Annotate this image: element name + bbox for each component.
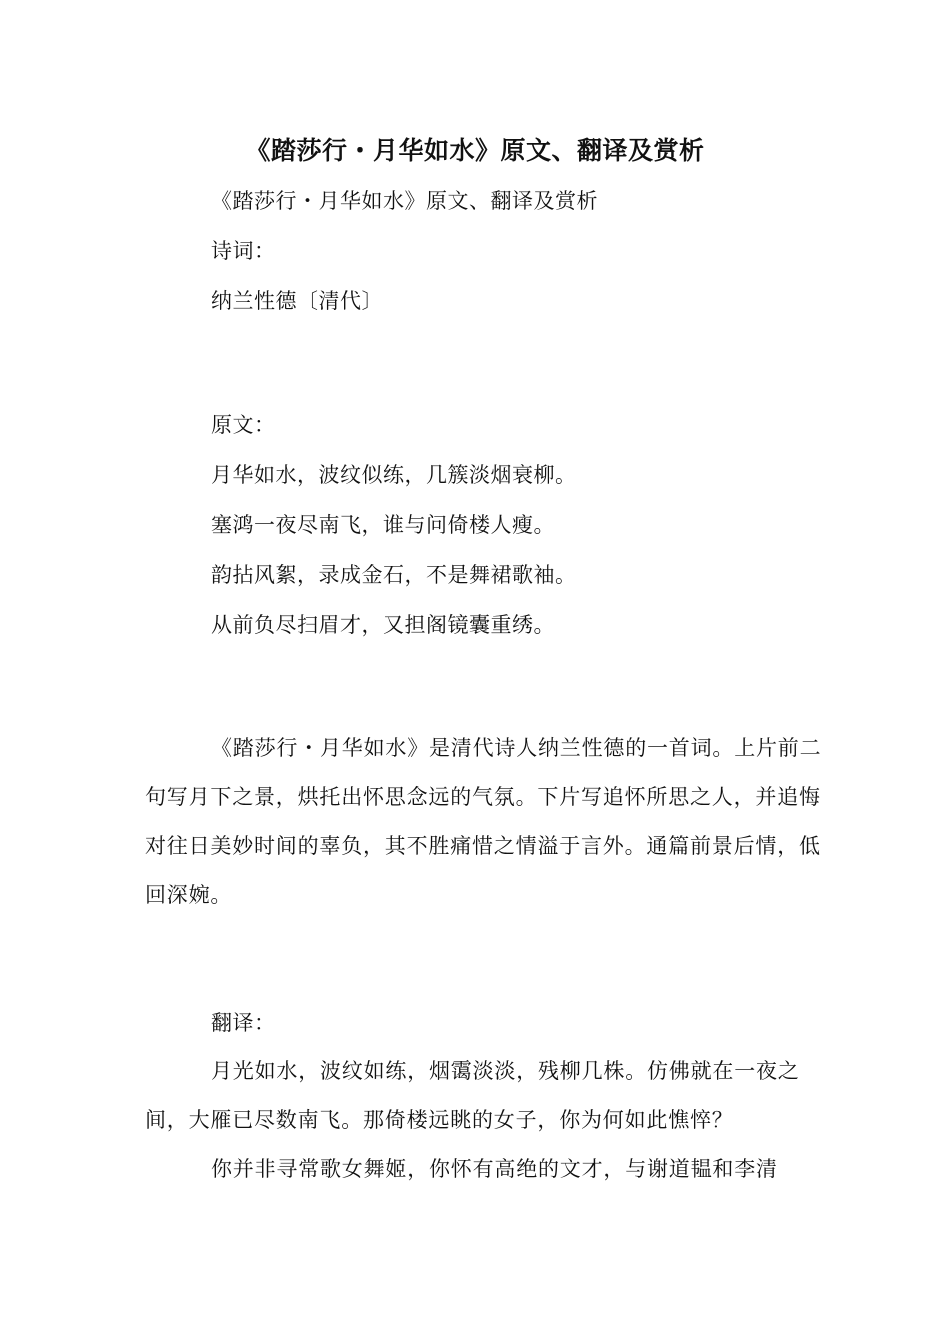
original-line: 月华如水，波纹似练，几簇淡烟衰柳。 xyxy=(211,463,577,487)
author-line: 纳兰性德〔清代〕 xyxy=(211,289,383,313)
document-subtitle: 《踏莎行・月华如水》原文、翻译及赏析 xyxy=(211,189,598,213)
original-line: 从前负尽扫眉才，又担阁镜囊重绣。 xyxy=(211,613,555,637)
poem-label: 诗词： xyxy=(211,239,276,263)
original-line: 韵拈风絮，录成金石，不是舞裙歌袖。 xyxy=(211,563,577,587)
translation-paragraph: 你并非寻常歌女舞姬，你怀有高绝的文才，与谢道韫和李清 xyxy=(211,1157,778,1181)
intro-paragraph: 《踏莎行・月华如水》是清代诗人纳兰性德的一首词。上片前二句写月下之景，烘托出怀思念远的气氛。下片写追怀所思之人，并追悔对往日美妙时间的辜负，其不胜痛惜之情溢于言外。通篇前景后情，低回深婉。 xyxy=(145,736,822,907)
translation-label: 翻译： xyxy=(211,1011,276,1035)
original-label: 原文： xyxy=(211,413,276,437)
original-line: 塞鸿一夜尽南飞，谁与问倚楼人瘦。 xyxy=(211,513,555,537)
document-title: 《踏莎行・月华如水》原文、翻译及赏析 xyxy=(245,136,705,165)
translation-paragraph: 月光如水，波纹如练，烟霭淡淡，残柳几株。仿佛就在一夜之间，大雁已尽数南飞。那倚楼远眺的女子，你为何如此憔悴？ xyxy=(145,1059,800,1132)
